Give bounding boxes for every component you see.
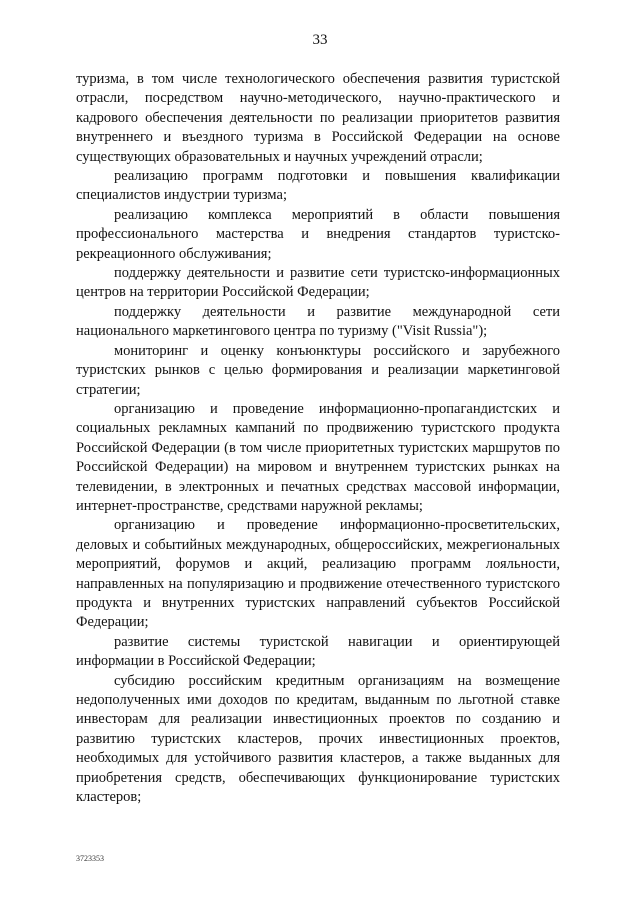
document-body — [76, 70, 560, 807]
document-code: 3723353 — [76, 854, 104, 863]
paragraph: мониторинг и оценку конъюнктуры российского и зарубежного туристских рынков с целью формирования и реализации маркетинговой стратегии; — [76, 342, 560, 398]
paragraph: организацию и проведение информационно-пропагандистских и социальных рекламных кампаний по продвижению туристского продукта Российской Федерации (в том числе приоритетных туристских маршрутов по Российской Федерации) на мировом и внутреннем туристских рынках на телевидении, в электронных и печатных средствах массовой информации, интернет-пространстве, средствами наружной рекламы; — [76, 400, 560, 514]
paragraph: туризма, в том числе технологического обеспечения развития туристской отрасли, посредством научно-методического, научно-практического и кадрового обеспечения деятельности по реализации приоритетов развития внутреннего и въездного туризма в Российской Федерации на основе существующих образовательных и научных учреждений отрасли; — [76, 71, 560, 165]
paragraph: поддержку деятельности и развитие международной сети национального маркетингового центра по туризму ("Visit Russia"); — [76, 303, 560, 340]
paragraph: организацию и проведение информационно-просветительских, деловых и событийных международных, общероссийских, межрегиональных мероприятий, форумов и акций, реализацию программ лояльности, направленных на популяризацию и продвижение отечественного туристского продукта и внутренних туристских направлений субъектов Российской Федерации; — [76, 517, 560, 631]
paragraph: поддержку деятельности и развитие сети туристско-информационных центров на территории Российской Федерации; — [76, 265, 560, 301]
paragraph: реализацию программ подготовки и повышения квалификации специалистов индустрии туризма; — [76, 168, 560, 204]
page-number: 33 — [312, 32, 328, 48]
paragraph: развитие системы туристской навигации и ориентирующей информации в Российской Федерации; — [76, 633, 560, 670]
paragraph: субсидию российским кредитным организациям на возмещение недополученных ими доходов по кредитам, выданным по льготной ставке инвесторам для реализации инвестиционных проектов по созданию и развитию туристских кластеров, прочих инвестиционных проектов, необходимых для устойчивого развития кластеров, а также выданных для приобретения средств, обеспечивающих функционирование туристских кластеров; — [76, 672, 560, 806]
paragraph: реализацию комплекса мероприятий в области повышения профессионального мастерства и внедрения стандартов туристско-рекреационного обслуживания; — [76, 206, 560, 262]
